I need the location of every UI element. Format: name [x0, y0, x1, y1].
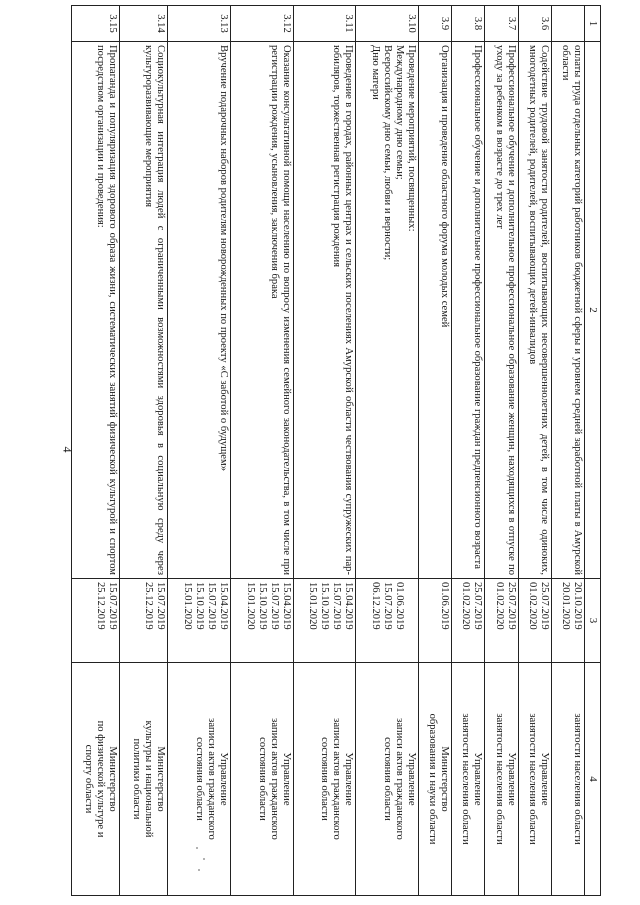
row-measure-text: [452, 42, 485, 579]
row-number: [551, 6, 584, 42]
row-responsible-org-text: Управление занятости населения области: [493, 713, 517, 845]
row-dates-text: 01.06.2019: [439, 582, 451, 630]
table-row: [230, 6, 293, 896]
row-number: [518, 6, 551, 42]
row-measure-text-text: Проведение в городах, районных центрах и сельских поселениях Амурской области чествования супружеских пар-юбиляров, торжественная регистрация рождения: [331, 45, 355, 575]
row-dates: [293, 579, 356, 663]
scan-speck: [203, 858, 205, 860]
table-row: [518, 6, 551, 896]
row-measure-text: [485, 42, 518, 579]
table-row: [551, 6, 584, 896]
row-responsible-org: [356, 663, 419, 896]
row-measure-text: [230, 42, 293, 579]
table-row: [168, 6, 231, 896]
row-responsible-org: [518, 663, 551, 896]
row-number-text: 3.13: [217, 14, 229, 33]
row-number: [356, 6, 419, 42]
row-dates: [356, 579, 419, 663]
row-measure-text: [356, 42, 419, 579]
scan-speck: [196, 847, 198, 849]
row-dates-text: 15.07.2019 25.12.2019: [95, 582, 119, 630]
row-number-text: 3.15: [107, 14, 119, 33]
row-responsible-org: [168, 663, 231, 896]
row-number: [168, 6, 231, 42]
row-responsible-org-text: Управление занятости населения области: [460, 713, 484, 845]
page-number: 4: [60, 446, 75, 453]
row-responsible-org: [418, 663, 451, 896]
row-dates: [230, 579, 293, 663]
row-dates: [485, 579, 518, 663]
row-measure-text-text: Пропаганда и популяризация здорового образа жизни, систематических занятий физической культурой и спортом посредством организации и проведения:: [95, 45, 119, 575]
row-dates-text: 15.04.2019 15.07.2019 15.10.2019 15.01.2020: [244, 582, 292, 630]
row-dates-text: 25.07.2019 01.02.2020: [460, 582, 484, 630]
row-responsible-org-text: занятости населения области: [572, 713, 583, 845]
table-row: [418, 6, 451, 896]
row-dates-text: 15.07.2019 25.12.2019: [143, 582, 167, 630]
row-responsible-org: [230, 663, 293, 896]
row-dates: [168, 579, 231, 663]
row-dates: [452, 579, 485, 663]
row-measure-text: [120, 42, 168, 579]
row-number-text: 3.8: [472, 16, 484, 31]
row-responsible-org: [293, 663, 356, 896]
row-number: [293, 6, 356, 42]
row-dates: [418, 579, 451, 663]
row-dates: [72, 579, 120, 663]
measures-table: [71, 5, 601, 896]
document-table-rotated: [71, 5, 601, 895]
table-row: [120, 6, 168, 896]
row-number: [418, 6, 451, 42]
row-number-text: 3.11: [343, 14, 355, 33]
row-measure-text: [293, 42, 356, 579]
row-dates-text: 25.07.2019 01.02.2020: [526, 582, 550, 630]
row-measure-text: [518, 42, 551, 579]
scan-speck: [198, 869, 200, 871]
header-col-3: 3: [585, 579, 601, 663]
row-number: [230, 6, 293, 42]
row-number-text: 3.12: [280, 14, 292, 33]
row-dates-text: 20.10.2019 20.01.2020: [560, 582, 583, 630]
row-responsible-org: [551, 663, 584, 896]
row-measure-text-text: Проведение мероприятий, посвященных: Международному дню семьи; Всероссийскому дню семьи, любви и верности; Дню матери: [370, 45, 417, 261]
row-responsible-org-text: Управление записи актов гражданского состояния области: [256, 718, 292, 840]
row-number-text: 3.6: [538, 16, 550, 31]
row-measure-text: [72, 42, 120, 579]
table-row: [452, 6, 485, 896]
row-number: [452, 6, 485, 42]
table-row: [293, 6, 356, 896]
row-dates-text: 15.04.2019 15.07.2019 15.10.2019 15.01.2020: [181, 582, 229, 630]
row-measure-text-text: Организация и проведение областного форума молодых семей: [439, 45, 451, 328]
row-number-text: 3.10: [405, 14, 417, 33]
row-measure-text-text: Профессиональное обучение и дополнительное профессиональное образование женщин, находящихся в отпуске по уходу за ребенком в возрасте до трех лет: [493, 45, 517, 575]
row-dates: [518, 579, 551, 663]
table-row: [485, 6, 518, 896]
row-measure-text-text: Содействие трудовой занятости родителей, воспитывающих несовершеннолетних детей, в том числе одиноких, многодетных родителей, родителей, воспитывающих детей-инвалидов: [526, 45, 550, 575]
row-measure-text-text: Социокультурная интеграция людей с ограниченными возможностями здоровья в социальную среду через культуроразвивающие мероприятия: [143, 45, 167, 575]
row-number-text: 3.14: [155, 14, 167, 33]
row-responsible-org-text: Управление записи актов гражданского состояния области: [382, 718, 417, 840]
row-measure-text-text: Профессиональное обучение и дополнительное профессиональное образование граждан предпенсионного возраста: [472, 45, 484, 569]
header-col-1: 1: [585, 6, 601, 42]
row-dates-text: 25.07.2019 01.02.2020: [493, 582, 517, 630]
row-measure-text-text: Оказание консультативной помощи населению по вопросу изменения семейного законодательства, в том числе при регистрации рождения, усыновления, заключения брака: [268, 45, 292, 575]
row-responsible-org: [452, 663, 485, 896]
row-dates-text: 15.04.2019 15.07.2019 15.10.2019 15.01.2020: [307, 582, 355, 630]
row-responsible-org: [72, 663, 120, 896]
row-measure-text-text: Вручение подарочных наборов родителям новорожденных по проекту «С заботой о будущем»: [217, 45, 229, 472]
row-measure-text: [168, 42, 231, 579]
row-measure-text-text: оплаты труда отдельных категорий работников бюджетной сферы и уровнем средней заработной платы в Амурской области: [560, 45, 583, 575]
row-responsible-org-text: Министерство образования и науки области: [427, 713, 451, 845]
row-responsible-org-text: Управление записи актов гражданского состояния области: [193, 718, 229, 840]
row-dates-text: 01.06.2019 15.07.2019 06.12.2019: [370, 582, 406, 630]
header-col-4: 4: [585, 663, 601, 896]
row-number: [120, 6, 168, 42]
row-responsible-org: [120, 663, 168, 896]
table-header-row: [585, 6, 601, 896]
row-responsible-org: [485, 663, 518, 896]
row-number-text: 3.9: [439, 16, 451, 31]
row-measure-text: [418, 42, 451, 579]
row-dates: [120, 579, 168, 663]
table-row: [72, 6, 120, 896]
row-dates: [551, 579, 584, 663]
row-number: [72, 6, 120, 42]
row-responsible-org-text: Министерство по физической культуре и спорту области: [83, 720, 119, 838]
row-responsible-org-text: Управление записи актов гражданского состояния области: [319, 718, 355, 840]
table-row: [356, 6, 419, 896]
row-number: [485, 6, 518, 42]
header-col-2: 2: [585, 42, 601, 579]
row-responsible-org-text: Управление занятости населения области: [526, 713, 550, 845]
row-measure-text: [551, 42, 584, 579]
row-number-text: 3.7: [505, 16, 517, 31]
row-responsible-org-text: Министерство культуры и национальной политики области: [131, 720, 167, 838]
